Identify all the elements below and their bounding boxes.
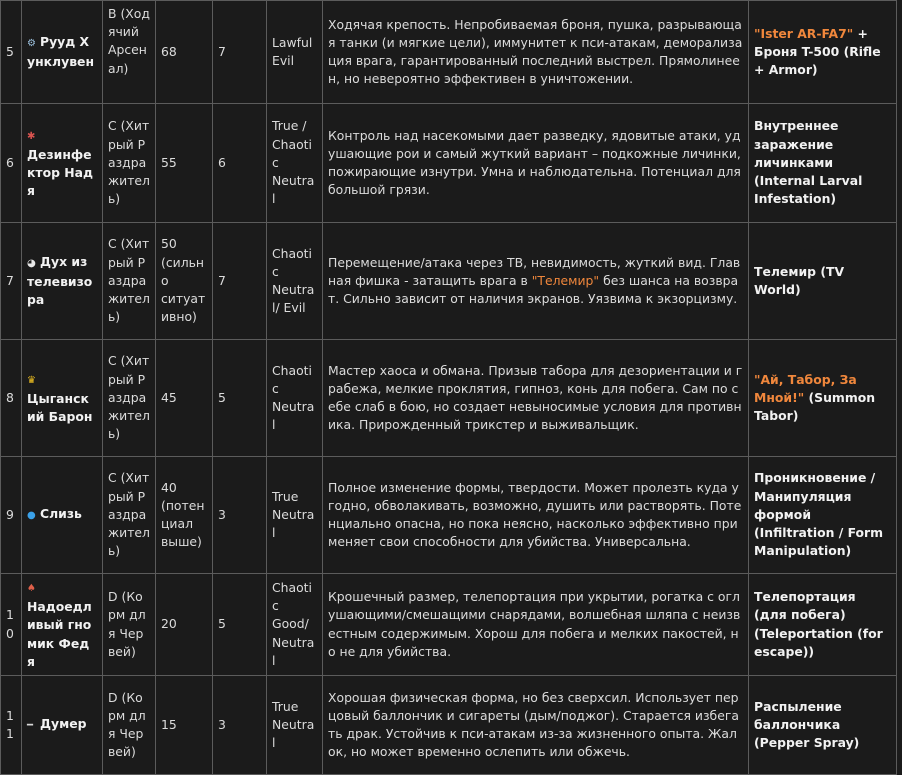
description-cell: Крошечный размер, телепортация при укрытии, рогатка с оглушающими/смешащими снарядами, волшебная шляпа с неизвестным содержимым. Хорош для побега и мелких пакостей, но не для убийства. [323,574,749,676]
rank-cell: 9 [1,457,22,574]
mushroom-icon: ♠ [27,583,36,594]
character-name: Рууд Хунклувен [27,33,95,69]
speed-cell: 5 [213,340,267,457]
ability-cell [749,676,897,775]
description-cell: Ходячая крепость. Непробиваемая броня, пушка, разрывающая танки (и мягкие цели), иммунитет к пси-атакам, деморализация врага, гарантированный последний выстрел. Прямолинеен, но невероятно эффективен в уничтожении. [323,1,749,104]
description-cell: Мастер хаоса и обмана. Призыв табора для дезориентации и грабежа, мелкие проклятия, гипноз, конь для побега. Сам по себе слаб в бою, но создает невыносимые условия для противника. Прирожденный трикстер и выживальщик. [323,340,749,457]
speed-cell: 6 [213,104,267,223]
rank-cell: 11 [1,676,22,775]
alignment-cell: True / Chaotic Neutral [267,104,323,223]
cigarette-icon: ━ [27,719,34,731]
speed-cell: 5 [213,574,267,676]
name-cell [22,104,103,223]
ability-cell [749,457,897,574]
crown-icon: ♛ [27,374,36,386]
ability-cell [749,340,897,457]
description-cell [323,223,749,340]
character-name: Слизь [40,505,82,521]
speed-cell: 7 [213,1,267,104]
description-highlight: "Телемир" [531,272,600,288]
class-cell: D (Корм для Червей) [103,676,156,775]
class-cell: C (Хитрый Раздражитель) [103,104,156,223]
speed-cell: 3 [213,457,267,574]
name-cell [22,1,103,104]
ability-text: + Броня T-500 (Rifle + Armor) [754,25,881,78]
ability-highlight: "Ай, Табор, За Мной!" [754,371,857,405]
character-name: Дезинфектор Надя [27,146,94,199]
character-name: Думер [40,715,87,731]
alignment-cell: Chaotic Good/Neutral [267,574,323,676]
power-cell: 55 [156,104,213,223]
rank-cell: 6 [1,104,22,223]
name-cell [22,574,103,676]
power-cell: 20 [156,574,213,676]
table-row [1,574,897,676]
power-cell: 45 [156,340,213,457]
ability-cell [749,104,897,223]
ability-text: Проникновение / Манипуляция формой (Infiltration / Form Manipulation) [754,470,884,559]
table-row [1,223,897,340]
ability-highlight: "Ister AR-FA7" [754,25,854,41]
alignment-cell: Lawful Evil [267,1,323,104]
class-cell: B (Ходячий Арсенал) [103,1,156,104]
ability-text: Телемир (TV World) [754,263,845,297]
ability-text: Распыление баллончика (Pepper Spray) [754,698,860,751]
name-cell [22,676,103,775]
class-cell: C (Хитрый Раздражитель) [103,223,156,340]
class-cell: C (Хитрый Раздражитель) [103,457,156,574]
rank-cell: 5 [1,1,22,104]
class-cell: C (Хитрый Раздражитель) [103,340,156,457]
ability-text: Внутреннее заражение личинками (Internal Larval Infestation) [754,118,863,207]
name-cell [22,457,103,574]
name-cell [22,223,103,340]
ghost-icon: ◕ [27,257,36,269]
description-cell: Контроль над насекомыми дает разведку, ядовитые атаки, удушающие рои и самый жуткий вариант – подкожные личинки, пожирающие изнутри. Умна и наблюдательна. Потенциал для большой грязи. [323,104,749,223]
description-text: без шанса на возврат. Сильно зависит от наличия экранов. Уязвима к экзорцизму. [328,272,739,307]
bug-icon: ✱ [27,130,36,142]
description-cell: Полное изменение формы, твердости. Может пролезть куда угодно, обволакивать, возможно, душить или растворять. Потенциально опасна, но пока неясно, насколько эффективно применяет свои способности для убийства. Универсальна. [323,457,749,574]
ability-cell [749,574,897,676]
speed-cell: 3 [213,676,267,775]
power-cell: 50 (сильно ситуативно) [156,223,213,340]
character-name: Дух из телевизора [27,253,93,308]
ability-text: Телепортация (для побега) (Teleportation (for escape)) [754,589,883,659]
power-cell: 15 [156,676,213,775]
power-cell: 40 (потенциал выше) [156,457,213,574]
character-name: Цыганский Барон [27,390,93,425]
alignment-cell: True Neutral [267,676,323,775]
name-cell [22,340,103,457]
rank-cell: 10 [1,574,22,676]
ability-text: (Summon Tabor) [754,389,876,424]
table-row [1,340,897,457]
alignment-cell: Chaotic Neutral/ Evil [267,223,323,340]
ability-cell [749,223,897,340]
power-cell: 68 [156,1,213,104]
table-row [1,104,897,223]
description-cell: Хорошая физическая форма, но без сверхсил. Использует перцовый баллончик и сигареты (дым/поджог). Старается избегать драк. Устойчив к пси-атакам из-за жизненного опыта. Жалок, но может временно ослепить или обжечь. [323,676,749,775]
table-row [1,676,897,775]
rank-cell: 8 [1,340,22,457]
robot-arm-icon: ⚙ [27,37,36,49]
alignment-cell: True Neutral [267,457,323,574]
rank-cell: 7 [1,223,22,340]
speed-cell: 7 [213,223,267,340]
description-text: Перемещение/атака через ТВ, невидимость, жуткий вид. Главная фишка - затащить врага в [328,254,741,288]
table-row [1,1,897,104]
droplet-icon: ● [27,509,36,521]
character-name: Надоедливый гномик Федя [27,599,92,669]
alignment-cell: Chaotic Neutral [267,340,323,457]
ability-cell [749,1,897,104]
class-cell: D (Корм для Червей) [103,574,156,676]
table-row [1,457,897,574]
